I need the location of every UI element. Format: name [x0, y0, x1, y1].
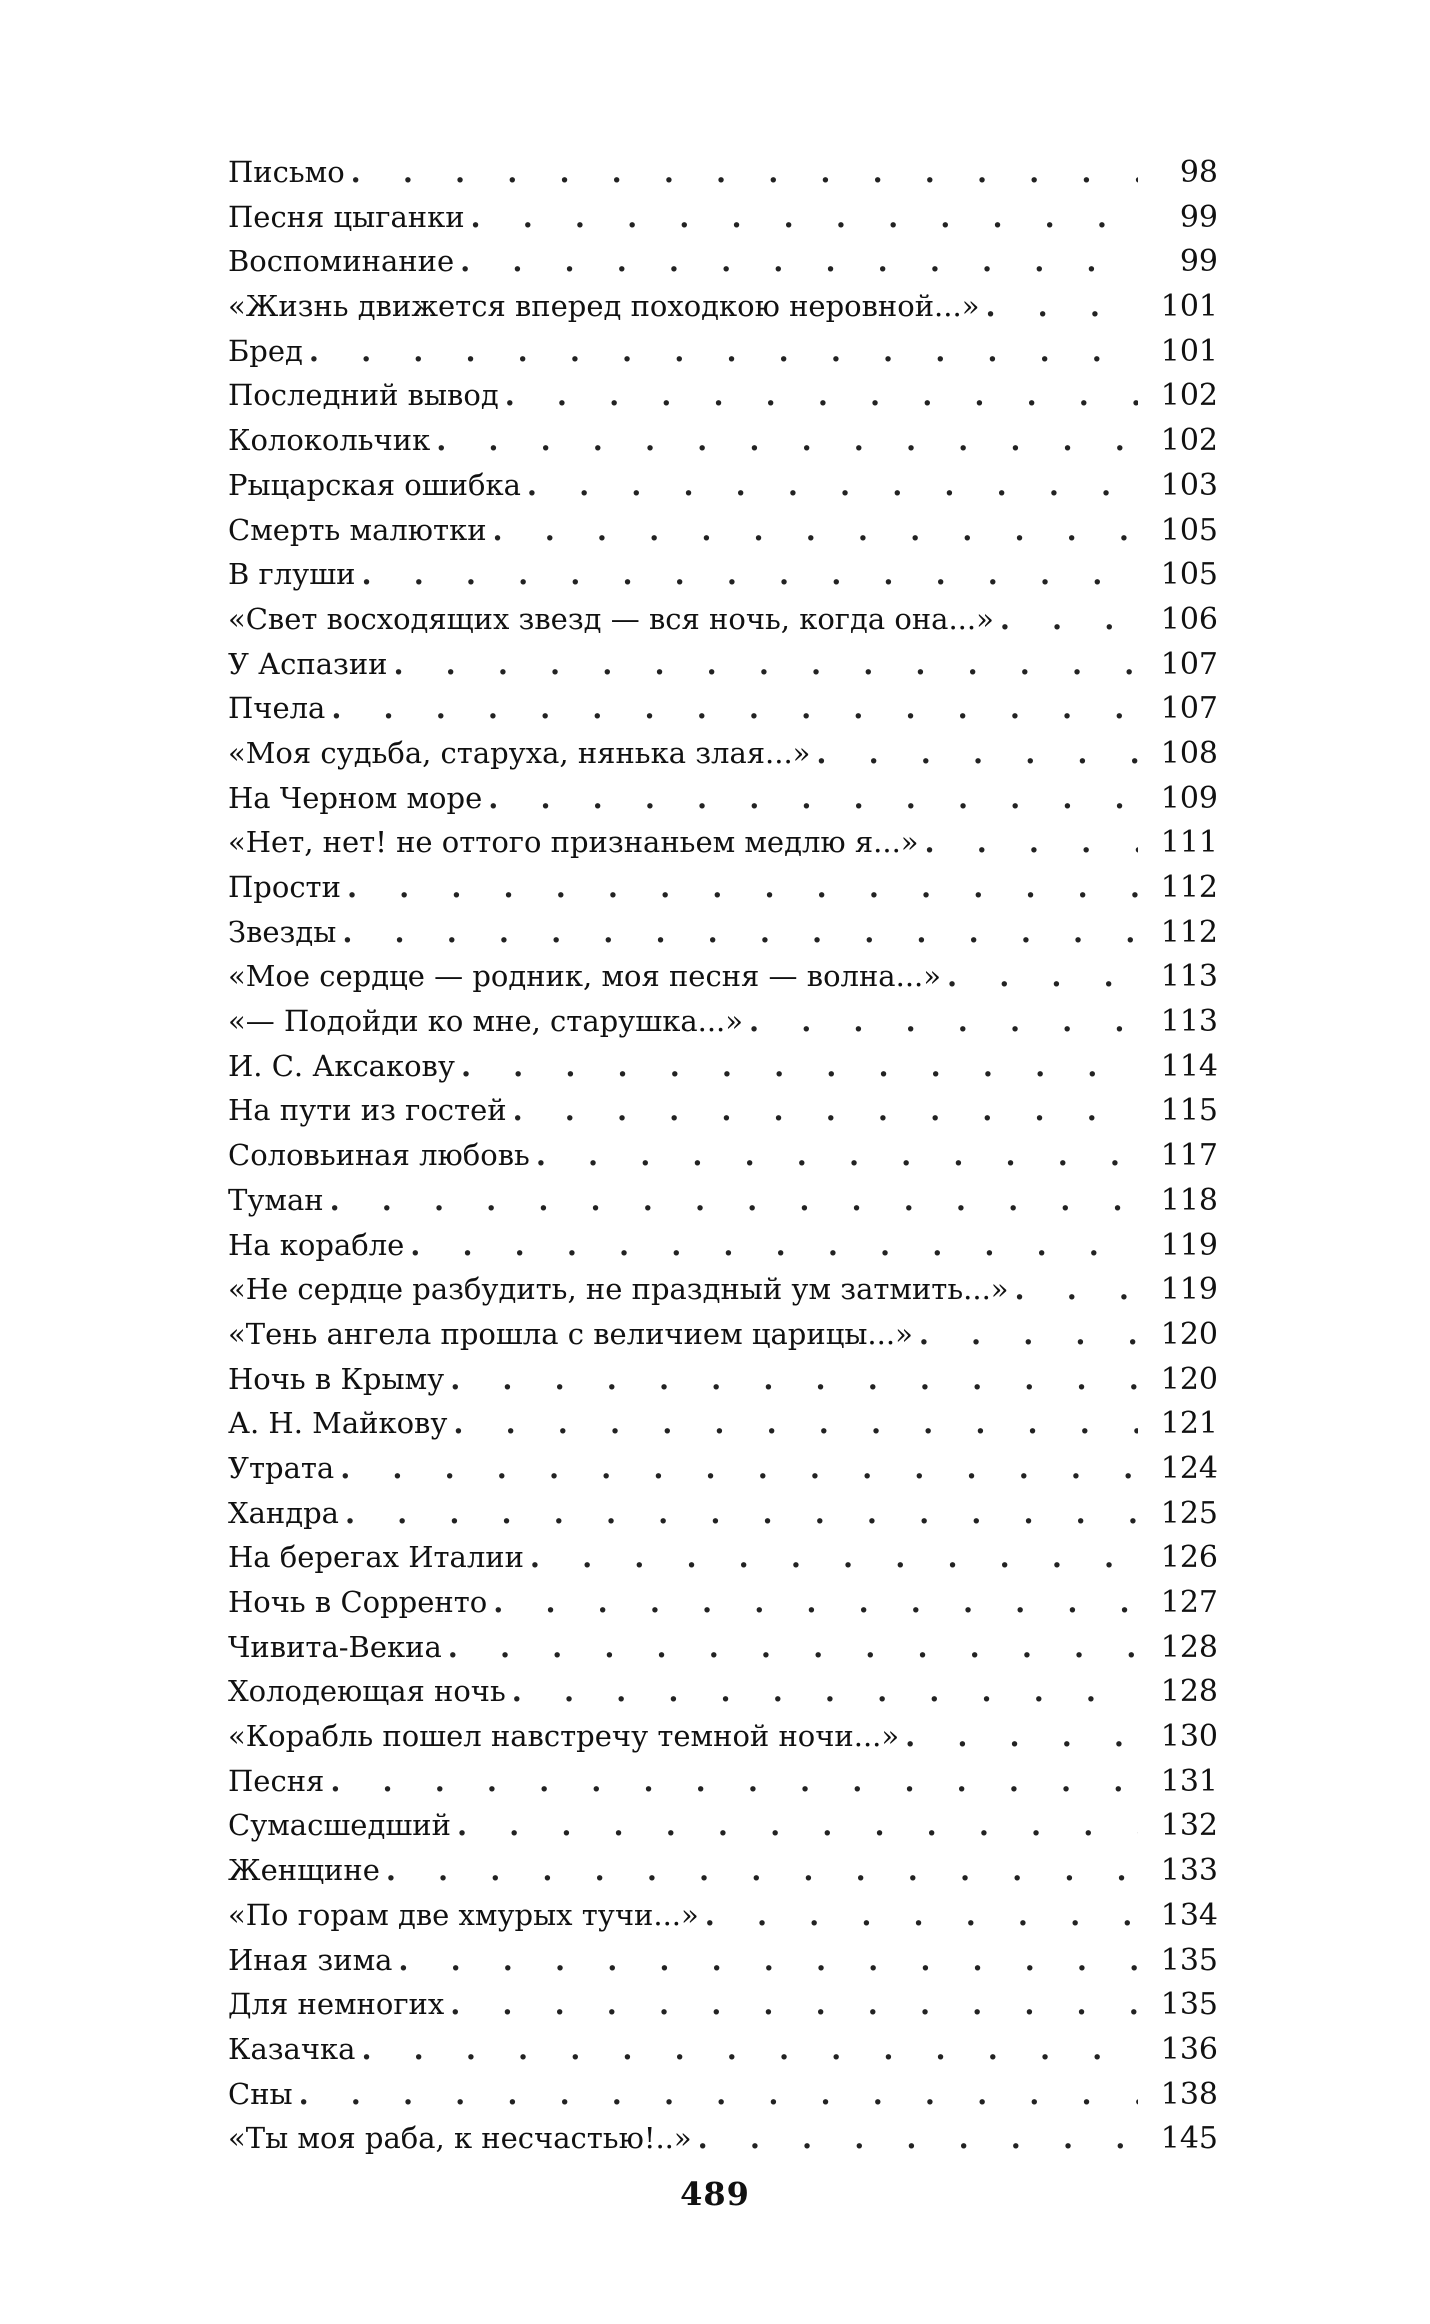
dot-leader [351, 150, 1138, 195]
toc-entry-title: «Жизнь движется вперед походкою неровной...» [228, 289, 980, 324]
toc-entry [228, 195, 1218, 240]
toc-entry [228, 865, 1218, 910]
toc-entry [228, 552, 1218, 597]
dot-leader [386, 1848, 1138, 1893]
toc-entry-page: 136 [1160, 2031, 1218, 2067]
toc-entry [228, 776, 1218, 821]
toc-entry-page: 128 [1160, 1629, 1218, 1665]
toc-entry-page: 117 [1160, 1138, 1218, 1174]
toc-entry-page: 107 [1160, 646, 1218, 682]
dot-leader [527, 463, 1138, 508]
toc-entry-title: «Мое сердце — родник, моя песня — волна...» [228, 959, 941, 994]
dot-leader [448, 1625, 1138, 1670]
toc-entry [228, 597, 1218, 642]
toc-entry [228, 1357, 1218, 1402]
dot-leader [816, 731, 1138, 776]
toc-entry-title: Для немногих [228, 1987, 445, 2022]
toc-entry-page: 126 [1160, 1540, 1218, 1576]
toc-entry-title: Туман [228, 1182, 324, 1217]
dot-leader [925, 820, 1138, 865]
toc-entry-title: «— Подойди ко мне, старушка...» [228, 1004, 744, 1039]
dot-leader [450, 1982, 1138, 2027]
toc-entry-page: 105 [1160, 512, 1218, 548]
toc-entry-title: На Черном море [228, 780, 483, 815]
dot-leader [512, 1669, 1138, 1714]
dot-leader [488, 776, 1138, 821]
toc-entry-page: 138 [1160, 2076, 1218, 2112]
dot-leader [513, 1088, 1138, 1133]
toc-entry-page: 108 [1160, 735, 1218, 771]
dot-leader [493, 508, 1138, 553]
toc-entry [228, 999, 1218, 1044]
dot-leader [698, 2116, 1138, 2161]
toc-entry-page: 102 [1160, 378, 1218, 414]
toc-entry-title: Песня [228, 1763, 325, 1798]
toc-entry [228, 373, 1218, 418]
dot-leader [342, 910, 1138, 955]
toc-entry-title: На корабле [228, 1227, 405, 1262]
dot-leader [309, 329, 1138, 374]
toc-entry-page: 114 [1160, 1048, 1218, 1084]
dot-leader [450, 1357, 1138, 1402]
toc-entry-page: 113 [1160, 959, 1218, 995]
dot-leader [361, 2027, 1138, 2072]
toc-entry-page: 101 [1160, 289, 1218, 325]
toc-entry-page: 133 [1160, 1853, 1218, 1889]
toc-entry-page: 118 [1160, 1182, 1218, 1218]
toc-entry-title: Рыцарская ошибка [228, 467, 521, 502]
dot-leader [347, 865, 1138, 910]
toc-entry-page: 124 [1160, 1450, 1218, 1486]
toc-entry-page: 145 [1160, 2121, 1218, 2157]
dot-leader [393, 642, 1138, 687]
toc-entry-title: Сны [228, 2076, 293, 2111]
toc-entry [228, 463, 1218, 508]
toc-entry-title: Звезды [228, 914, 337, 949]
dot-leader [985, 284, 1138, 329]
toc-entry-page: 99 [1179, 244, 1218, 280]
dot-leader [436, 418, 1138, 463]
dot-leader [1015, 1267, 1138, 1312]
toc-entry [228, 1178, 1218, 1223]
toc-entry [228, 642, 1218, 687]
dot-leader [331, 686, 1138, 731]
toc-entry [228, 329, 1218, 374]
toc-entry-page: 102 [1160, 423, 1218, 459]
toc-entry-page: 134 [1160, 1897, 1218, 1933]
toc-entry [228, 1625, 1218, 1670]
toc-entry [228, 686, 1218, 731]
toc-entry-title: И. С. Аксакову [228, 1048, 455, 1083]
dot-leader [947, 954, 1138, 999]
toc-entry [228, 418, 1218, 463]
toc-entry [228, 1669, 1218, 1714]
dot-leader [749, 999, 1138, 1044]
toc-entry [228, 1223, 1218, 1268]
toc-entry-title: «По горам две хмурых тучи...» [228, 1897, 699, 1932]
toc-entry [228, 2027, 1218, 2072]
toc-entry [228, 910, 1218, 955]
dot-leader [362, 552, 1139, 597]
toc-entry-page: 120 [1160, 1361, 1218, 1397]
toc-entry-page: 112 [1160, 914, 1218, 950]
toc-entry-page: 111 [1160, 825, 1218, 861]
toc-entry [228, 1401, 1218, 1446]
toc-entry-page: 112 [1160, 870, 1218, 905]
toc-entry-page: 128 [1160, 1674, 1218, 1710]
dot-leader [330, 1759, 1138, 1804]
toc-entry [228, 284, 1218, 329]
toc-entry-page: 125 [1160, 1495, 1218, 1531]
toc-entry [228, 1759, 1218, 1804]
toc-entry [228, 1446, 1218, 1491]
toc-entry-title: Колокольчик [228, 423, 431, 458]
toc-entry [228, 1312, 1218, 1357]
toc-entry [228, 150, 1218, 195]
toc-entry-title: Воспоминание [228, 244, 455, 279]
toc-entry-title: «Не сердце разбудить, не праздный ум затмить...» [228, 1272, 1009, 1307]
toc-entry-title: А. Н. Майкову [228, 1406, 448, 1441]
toc-entry-page: 105 [1160, 557, 1218, 593]
toc-entry-title: «Свет восходящих звезд — вся ночь, когда она...» [228, 601, 994, 636]
dot-leader [299, 2072, 1138, 2117]
toc-entry-title: Ночь в Сорренто [228, 1585, 488, 1619]
toc-entry-page: 132 [1160, 1808, 1218, 1844]
toc-entry [228, 1088, 1218, 1133]
toc-entry [228, 1491, 1218, 1536]
toc-entry-title: Пчела [228, 691, 326, 726]
toc-entry-page: 106 [1160, 601, 1218, 637]
toc-entry-title: У Аспазии [228, 646, 388, 681]
toc-entry-title: Чивита-Векиа [228, 1629, 442, 1664]
toc-entry-title: «Тень ангела прошла с величием царицы...» [228, 1316, 913, 1351]
dot-leader [340, 1446, 1138, 1491]
dot-leader [705, 1893, 1138, 1938]
dot-leader [453, 1401, 1138, 1446]
toc-entry-page: 130 [1160, 1719, 1218, 1755]
toc-entry [228, 731, 1218, 776]
toc-entry-page: 119 [1160, 1227, 1218, 1263]
toc-entry-title: «Ты моя раба, к несчастью!..» [228, 2121, 692, 2156]
toc-entry-title: Смерть малютки [228, 512, 487, 547]
toc-entry-title: «Моя судьба, старуха, нянька злая...» [228, 735, 811, 770]
dot-leader [919, 1312, 1138, 1357]
toc-entry [228, 1982, 1218, 2027]
table-of-contents [228, 150, 1218, 2161]
toc-entry-page: 103 [1160, 467, 1218, 503]
toc-entry-title: Бред [228, 333, 303, 368]
dot-leader [460, 239, 1138, 284]
toc-entry-title: Песня цыганки [228, 199, 465, 234]
dot-leader [471, 195, 1138, 240]
toc-entry-page: 107 [1160, 691, 1218, 727]
toc-entry-page: 127 [1160, 1585, 1218, 1620]
toc-entry [228, 508, 1218, 553]
toc-entry [228, 2072, 1218, 2117]
toc-entry-title: На берегах Италии [228, 1540, 524, 1575]
dot-leader [1000, 597, 1138, 642]
toc-entry-title: Иная зима [228, 1942, 393, 1977]
toc-entry [228, 239, 1218, 284]
toc-entry-title: В глуши [228, 557, 356, 592]
toc-entry [228, 1044, 1218, 1089]
toc-entry [228, 1848, 1218, 1893]
page-number: 489 [680, 2175, 750, 2213]
toc-entry [228, 2116, 1218, 2161]
toc-entry [228, 820, 1218, 865]
toc-entry-title: «Корабль пошел навстречу темной ночи...» [228, 1719, 900, 1754]
toc-entry-title: Утрата [228, 1450, 335, 1485]
toc-entry-title: Письмо [228, 155, 345, 189]
toc-entry-title: Казачка [228, 2031, 356, 2066]
toc-entry-title: Соловьиная любовь [228, 1138, 530, 1173]
toc-entry [228, 1803, 1218, 1848]
toc-entry-title: На пути из гостей [228, 1093, 507, 1128]
toc-entry [228, 1535, 1218, 1580]
dot-leader [330, 1178, 1138, 1223]
toc-entry-title: «Нет, нет! не оттого признаньем медлю я...» [228, 825, 919, 860]
dot-leader [345, 1491, 1138, 1536]
toc-entry [228, 1580, 1218, 1625]
toc-entry-page: 131 [1160, 1763, 1218, 1799]
toc-entry-title: Ночь в Крыму [228, 1361, 445, 1396]
dot-leader [536, 1133, 1138, 1178]
toc-entry [228, 1714, 1218, 1759]
dot-leader [461, 1044, 1138, 1089]
toc-entry [228, 954, 1218, 999]
dot-leader [410, 1223, 1138, 1268]
toc-entry [228, 1133, 1218, 1178]
toc-entry-title: Сумасшедший [228, 1808, 451, 1843]
toc-entry [228, 1267, 1218, 1312]
dot-leader [505, 373, 1138, 418]
toc-entry [228, 1893, 1218, 1938]
toc-entry-title: Хандра [228, 1495, 339, 1530]
dot-leader [493, 1580, 1138, 1625]
toc-entry-page: 135 [1160, 1942, 1218, 1978]
toc-entry-title: Последний вывод [228, 378, 499, 413]
toc-entry-page: 135 [1160, 1987, 1218, 2023]
toc-entry-page: 113 [1160, 1004, 1218, 1040]
dot-leader [398, 1938, 1138, 1983]
toc-entry-page: 115 [1160, 1093, 1218, 1129]
dot-leader [457, 1803, 1138, 1848]
toc-entry-page: 120 [1160, 1316, 1218, 1352]
toc-entry-title: Прости [228, 870, 341, 904]
toc-entry-page: 119 [1160, 1272, 1218, 1308]
toc-entry-page: 101 [1160, 333, 1218, 369]
toc-entry-page: 109 [1160, 780, 1218, 816]
toc-entry-title: Женщине [228, 1853, 380, 1888]
dot-leader [530, 1535, 1138, 1580]
toc-entry [228, 1938, 1218, 1983]
toc-entry-page: 98 [1179, 155, 1218, 190]
dot-leader [905, 1714, 1138, 1759]
toc-entry-title: Холодеющая ночь [228, 1674, 506, 1709]
toc-entry-page: 99 [1179, 199, 1218, 235]
toc-entry-page: 121 [1160, 1406, 1218, 1442]
